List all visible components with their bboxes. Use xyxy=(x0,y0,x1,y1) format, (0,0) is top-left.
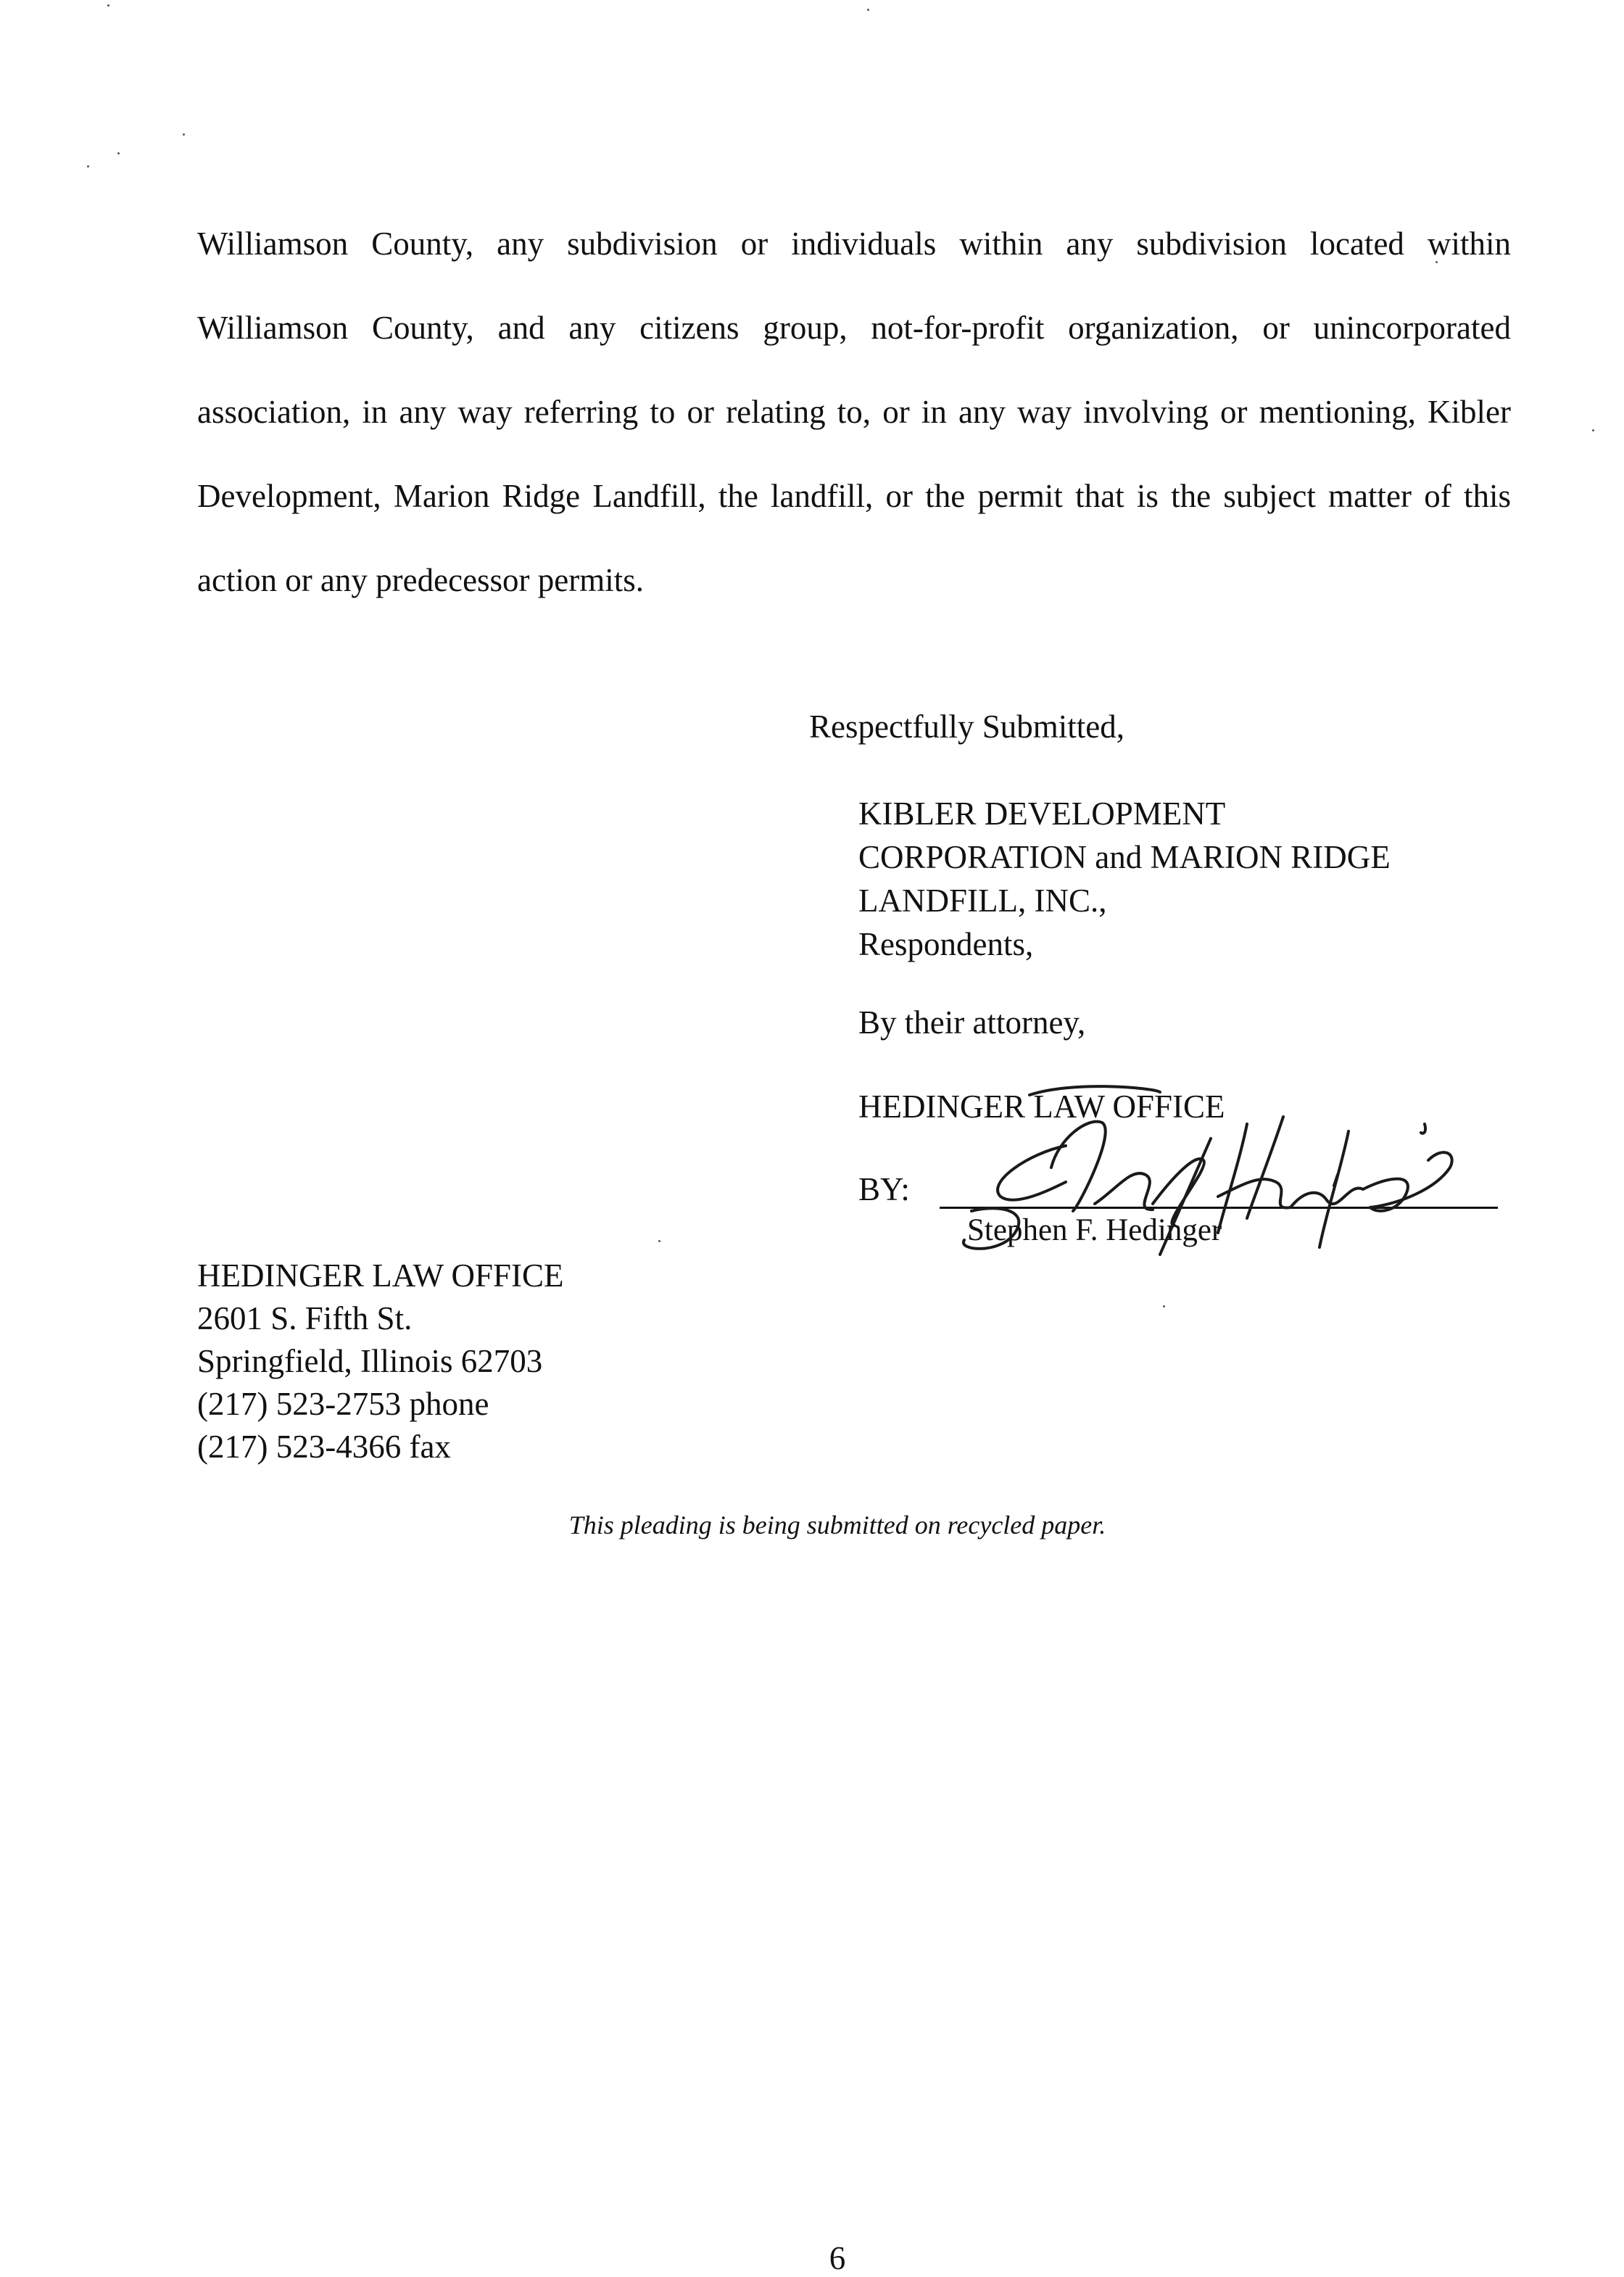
body-paragraph: Williamson County, any subdivision or individuals within any subdivision located within Williamson County, and any citizens group, not-for-profit organization, or unincorporated association, in any way referring to or relating to, or in any way involving or mentioning, Kibler Development, Marion Ridge Landfill, the landfill, or the permit that is the subject matter of this action or any predecessor permits. xyxy=(197,226,1511,598)
scan-speck xyxy=(107,4,109,7)
client-line: CORPORATION and MARION RIDGE xyxy=(858,839,1391,875)
recycled-paper-note: This pleading is being submitted on recycled paper. xyxy=(568,1511,1106,1540)
client-line: Respondents, xyxy=(858,926,1034,962)
scan-speck xyxy=(1163,1305,1165,1307)
address-line: 2601 S. Fifth St. xyxy=(197,1300,413,1336)
handwritten-signature xyxy=(942,1066,1464,1284)
address-line: HEDINGER LAW OFFICE xyxy=(197,1257,564,1294)
attorney-intro: By their attorney, xyxy=(858,1004,1086,1041)
page-number: 6 xyxy=(829,2240,846,2276)
client-line: KIBLER DEVELOPMENT xyxy=(858,795,1226,832)
scan-speck xyxy=(87,165,89,168)
scan-speck xyxy=(867,9,869,11)
address-line: (217) 523-4366 fax xyxy=(197,1429,451,1465)
closing-text: Respectfully Submitted, xyxy=(809,708,1124,745)
scan-speck xyxy=(658,1240,660,1242)
client-line: LANDFILL, INC., xyxy=(858,883,1107,919)
scan-speck xyxy=(117,152,120,154)
address-line: Springfield, Illinois 62703 xyxy=(197,1343,543,1379)
by-label: BY: xyxy=(858,1171,910,1207)
address-block xyxy=(197,1255,564,1468)
signer-name: Stephen F. Hedinger xyxy=(967,1213,1222,1247)
firm-name: HEDINGER LAW OFFICE xyxy=(858,1088,1225,1125)
client-block xyxy=(858,792,1391,966)
scan-speck xyxy=(183,133,185,136)
scan-speck xyxy=(1592,429,1594,431)
address-line: (217) 523-2753 phone xyxy=(197,1386,489,1422)
